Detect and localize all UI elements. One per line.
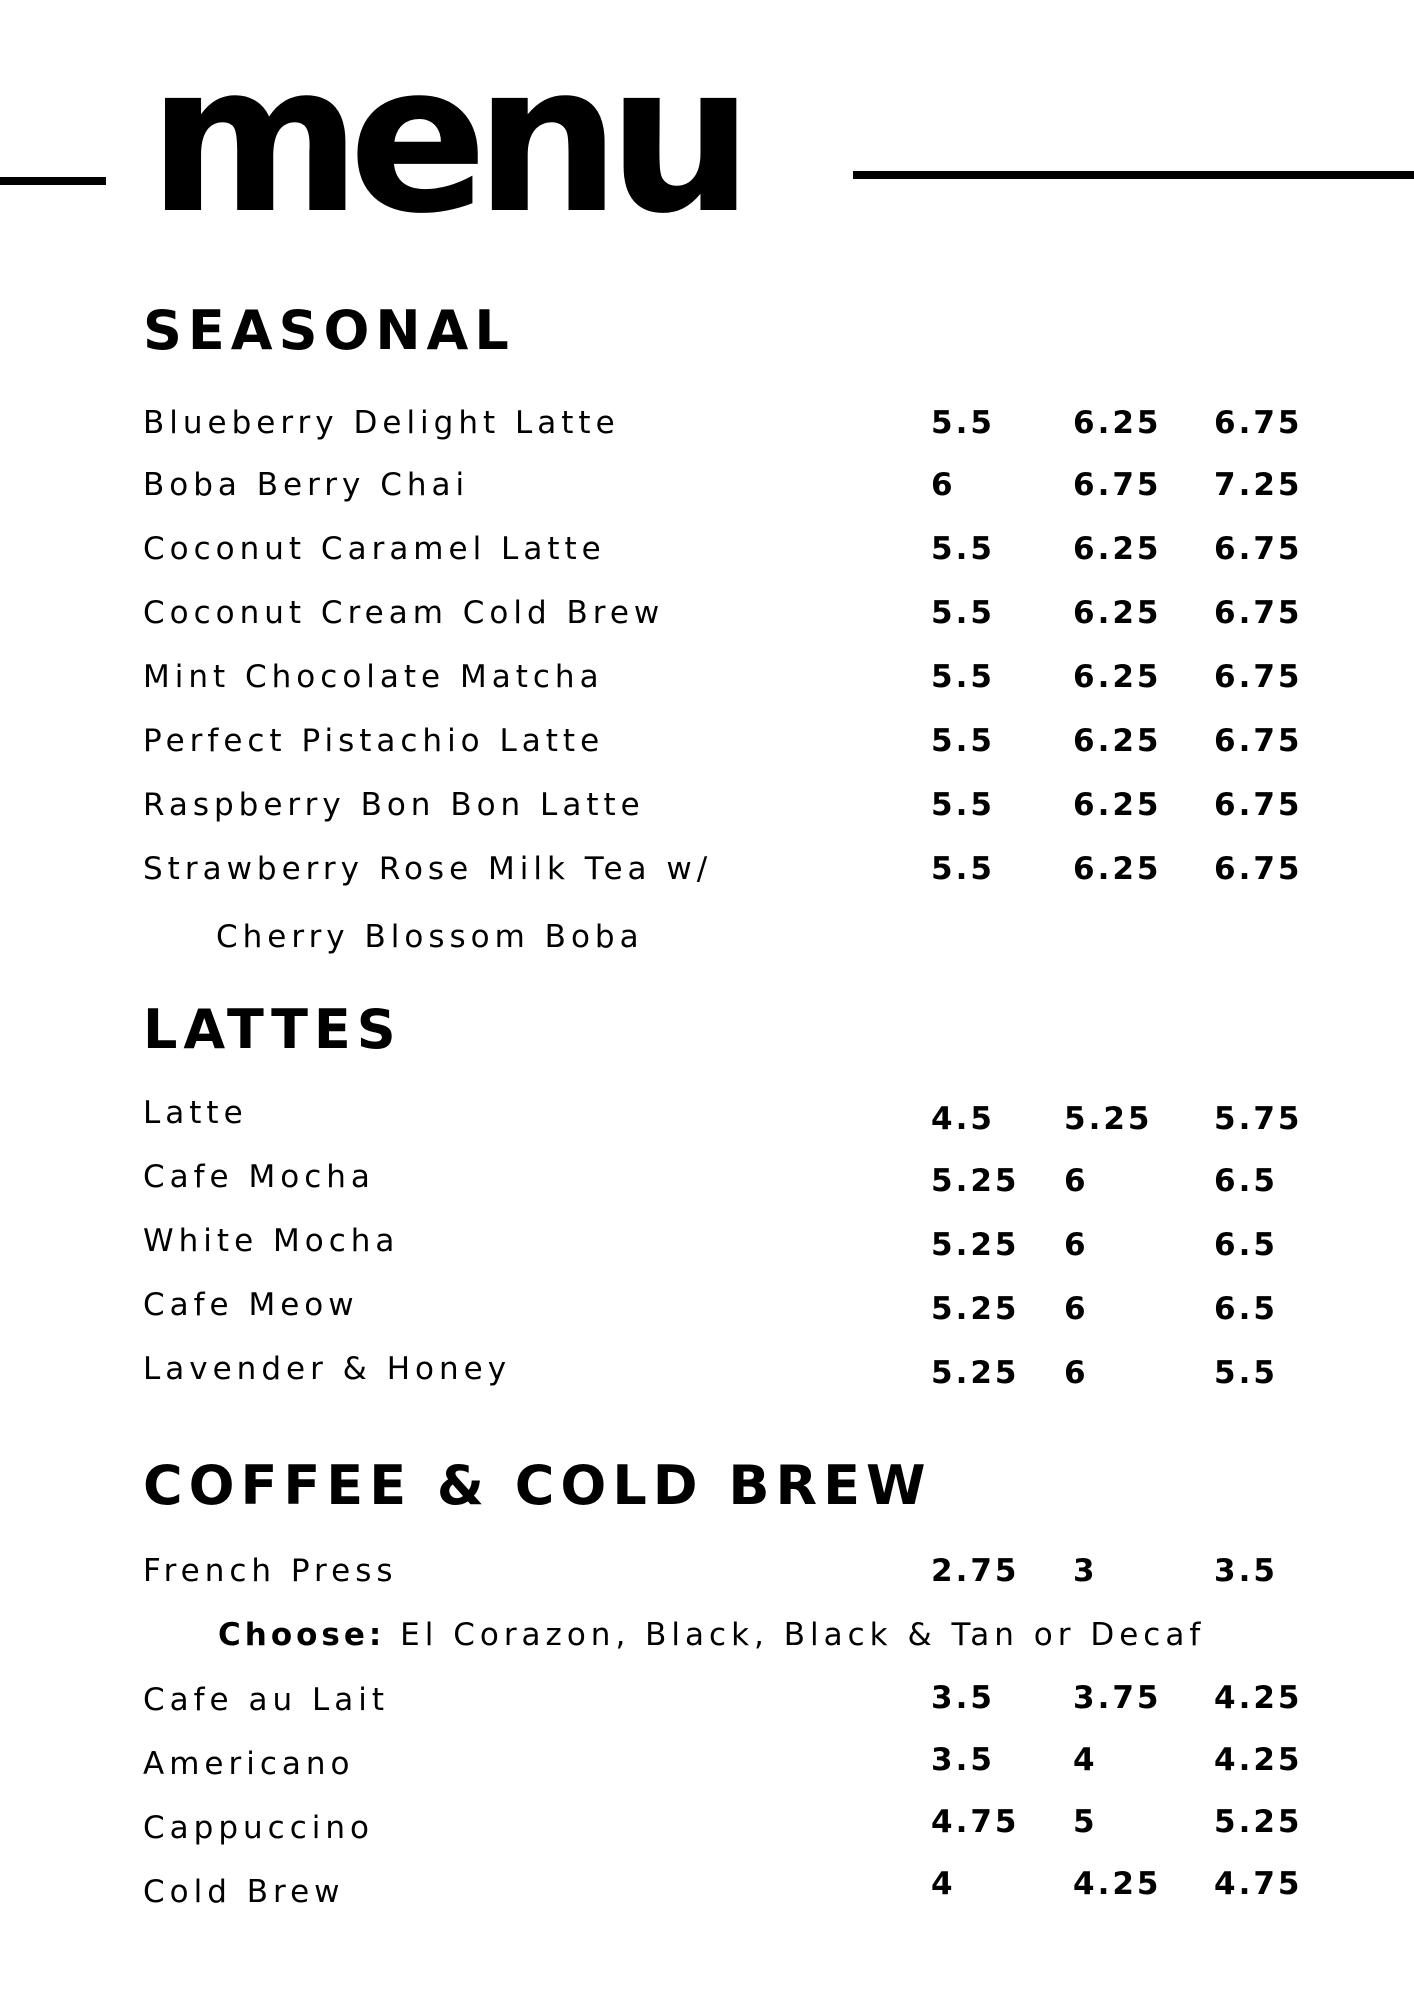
item-name: Mint Chocolate Matcha (143, 659, 604, 695)
price-large: 6.5 (1214, 1163, 1278, 1199)
menu-item-row (0, 721, 1414, 761)
price-large: 6.75 (1214, 531, 1303, 567)
menu-item-row (0, 849, 1414, 889)
menu-item-row (0, 1864, 1414, 1910)
price-small: 5.25 (931, 1291, 1020, 1327)
item-name: Cold Brew (143, 1874, 345, 1910)
price-small: 4.75 (931, 1804, 1020, 1840)
menu-item-continuation-row (0, 917, 1414, 957)
item-name: Cafe au Lait (143, 1682, 390, 1718)
menu-item-row (0, 465, 1414, 505)
menu-item-row (0, 1802, 1414, 1846)
price-large: 6.75 (1214, 851, 1303, 887)
price-large: 5.75 (1214, 1101, 1303, 1137)
price-medium: 3.75 (1073, 1680, 1162, 1716)
item-name: White Mocha (143, 1223, 400, 1259)
price-large: 4.25 (1214, 1742, 1303, 1778)
menu-item-row (0, 1093, 1414, 1137)
price-medium: 6 (1064, 1291, 1089, 1327)
price-large: 6.75 (1214, 723, 1303, 759)
price-small: 3.5 (931, 1680, 995, 1716)
item-name: Perfect Pistachio Latte (143, 723, 605, 759)
title-left-rule (0, 177, 106, 185)
price-medium: 5.25 (1064, 1101, 1153, 1137)
price-small: 5.5 (931, 659, 995, 695)
price-medium: 4.25 (1073, 1866, 1162, 1902)
item-name: Latte (143, 1095, 248, 1131)
item-name: Blueberry Delight Latte (143, 405, 620, 441)
item-name: Cappuccino (143, 1810, 374, 1846)
price-medium: 6.25 (1073, 787, 1162, 823)
price-small: 5.5 (931, 405, 995, 441)
menu-title: menu (148, 21, 741, 259)
price-medium: 6 (1064, 1355, 1089, 1391)
price-small: 5.5 (931, 851, 995, 887)
price-small: 4.5 (931, 1101, 995, 1137)
price-small: 5.5 (931, 787, 995, 823)
menu-item-row (0, 785, 1414, 825)
choose-note-label: Choose: (218, 1617, 386, 1653)
price-large: 7.25 (1214, 467, 1303, 503)
menu-item-row (0, 1740, 1414, 1780)
price-medium: 5 (1073, 1804, 1098, 1840)
item-name: Cafe Meow (143, 1287, 359, 1323)
price-large: 3.5 (1214, 1553, 1278, 1589)
price-large: 5.25 (1214, 1804, 1303, 1840)
price-medium: 6.25 (1073, 851, 1162, 887)
price-medium: 6 (1064, 1163, 1089, 1199)
item-name-continuation: Cherry Blossom Boba (216, 919, 644, 955)
price-small: 3.5 (931, 1742, 995, 1778)
price-small: 5.5 (931, 595, 995, 631)
section-heading-seasonal: SEASONAL (143, 299, 515, 362)
price-large: 5.5 (1214, 1355, 1278, 1391)
price-medium: 3 (1073, 1553, 1098, 1589)
menu-item-row (0, 1551, 1414, 1591)
price-large: 6.75 (1214, 595, 1303, 631)
price-small: 2.75 (931, 1553, 1020, 1589)
price-medium: 6.25 (1073, 595, 1162, 631)
menu-item-row (0, 1157, 1414, 1197)
menu-item-row (0, 1221, 1414, 1261)
price-medium: 6 (1064, 1227, 1089, 1263)
choose-note (218, 1615, 1205, 1655)
menu-item-row (0, 1349, 1414, 1389)
choose-note-row (0, 1615, 1414, 1655)
item-name: Boba Berry Chai (143, 467, 470, 503)
section-heading-coffee-cold-brew: COFFEE & COLD BREW (143, 1454, 932, 1517)
price-small: 5.25 (931, 1227, 1020, 1263)
price-large: 6.75 (1214, 787, 1303, 823)
price-large: 6.75 (1214, 659, 1303, 695)
choose-note-text: El Corazon, Black, Black & Tan or Decaf (385, 1617, 1206, 1653)
price-large: 4.75 (1214, 1866, 1303, 1902)
item-name: Cafe Mocha (143, 1159, 375, 1195)
price-small: 5.5 (931, 531, 995, 567)
menu-item-row (0, 403, 1414, 443)
price-medium: 6.25 (1073, 659, 1162, 695)
item-name: Strawberry Rose Milk Tea w/ (143, 851, 713, 887)
menu-item-row (0, 529, 1414, 569)
menu-item-row (0, 1678, 1414, 1718)
price-medium: 6.25 (1073, 405, 1162, 441)
item-name: Coconut Caramel Latte (143, 531, 606, 567)
price-medium: 6.25 (1073, 723, 1162, 759)
price-small: 4 (931, 1866, 956, 1902)
menu-item-row (0, 593, 1414, 633)
price-large: 6.5 (1214, 1227, 1278, 1263)
price-small: 6 (931, 467, 956, 503)
price-medium: 6.75 (1073, 467, 1162, 503)
price-small: 5.25 (931, 1355, 1020, 1391)
item-name: Americano (143, 1746, 355, 1782)
price-small: 5.5 (931, 723, 995, 759)
price-large: 6.75 (1214, 405, 1303, 441)
item-name: Raspberry Bon Bon Latte (143, 787, 645, 823)
item-name: Lavender & Honey (143, 1351, 512, 1387)
price-small: 5.25 (931, 1163, 1020, 1199)
item-name: Coconut Cream Cold Brew (143, 595, 665, 631)
title-right-rule (853, 171, 1414, 179)
menu-item-row (0, 657, 1414, 697)
menu-item-row (0, 1285, 1414, 1325)
price-medium: 4 (1073, 1742, 1098, 1778)
item-name: French Press (143, 1553, 398, 1589)
price-large: 6.5 (1214, 1291, 1278, 1327)
price-large: 4.25 (1214, 1680, 1303, 1716)
price-medium: 6.25 (1073, 531, 1162, 567)
section-heading-lattes: LATTES (143, 998, 402, 1061)
